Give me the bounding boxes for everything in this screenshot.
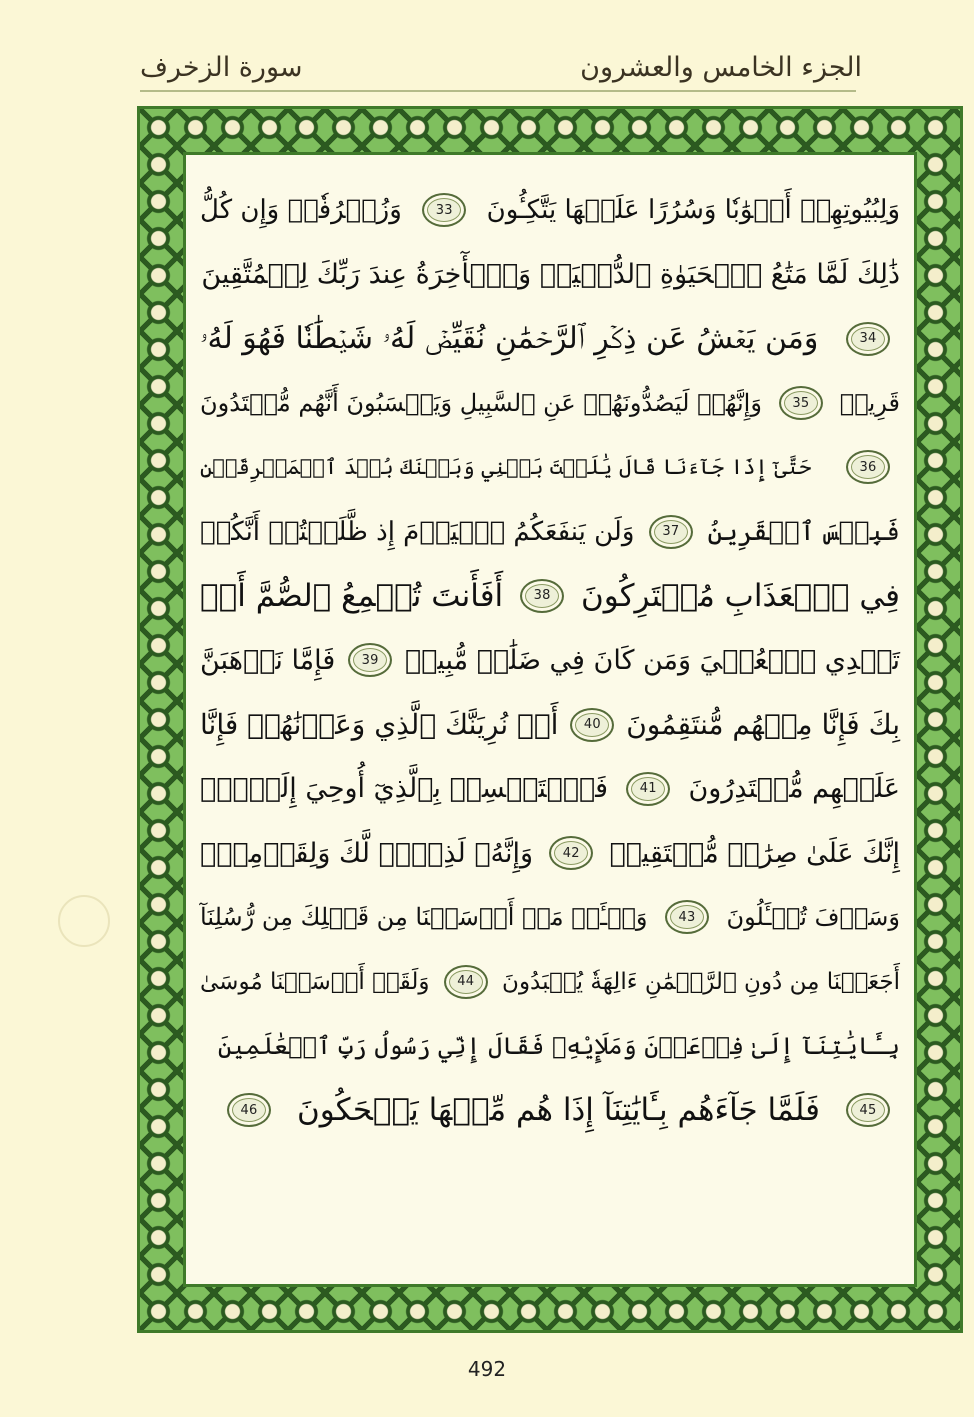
verse-text: أَفَأَنتَ تُسۡمِعُ ٱلصُّمَّ أَوۡ [200, 577, 504, 614]
verse-line [200, 885, 900, 949]
verse-text: بِكَ فَإِنَّا مِنۡهُم مُّنتَقِمُونَ [626, 708, 900, 742]
verse-text: بِـَٔايَٰتِنَآ إِلَىٰ فِرۡعَوۡنَ وَمَلَإِيْهِۦ فَقَالَ إِنِّي رَسُولُ رَبِّ ٱلۡعَٰلَمِينَ [217, 1032, 900, 1060]
ayah-number-marker: 42 [549, 836, 593, 870]
verse-line [200, 757, 900, 821]
verse-text: وَلَن يَنفَعَكُمُ ٱلۡيَوۡمَ إِذ ظَّلَمۡتُمۡ أَنَّكُمۡ [200, 516, 635, 547]
page-number: 492 [467, 1357, 507, 1381]
verse-text: فَلَمَّا جَآءَهُم بِـَٔايَٰتِنَآ إِذَا هُم مِّنۡهَا يَضۡحَكُونَ [297, 1092, 820, 1129]
verse-line [200, 1014, 900, 1078]
ayah-number-marker: 40 [570, 708, 614, 742]
ayah-number-marker: 39 [348, 643, 392, 677]
verse-text: إِنَّكَ عَلَىٰ صِرَٰطٖ مُّسۡتَقِيمٖ [609, 837, 900, 869]
verse-lines [200, 178, 900, 1142]
verse-line [200, 1078, 900, 1142]
verse-text: فَٱسۡتَمۡسِكۡ بِٱلَّذِيٓ أُوحِيَ إِلَيۡكَۖ [200, 773, 609, 805]
verse-line [200, 564, 900, 628]
verse-line [200, 821, 900, 885]
surah-header: سورة الزخرف [140, 52, 303, 83]
verse-text: وَمَن يَعۡشُ عَن ذِكۡرِ ٱلرَّحۡمَٰنِ نُقَيِّضۡ لَهُۥ شَيۡطَٰنٗا فَهُوَ لَهُۥ [200, 321, 819, 357]
ayah-number-marker: 43 [665, 900, 709, 934]
verse-text: فَإِمَّا نَذۡهَبَنَّ [200, 644, 336, 676]
verse-text: حَتَّىٰٓ إِذَا جَآءَنَا قَالَ يَٰلَيۡتَ بَيۡنِي وَبَيۡنَكَ بُعۡدَ ٱلۡمَشۡرِقَيۡنِ [200, 455, 812, 480]
verse-text: فَبِئۡسَ ٱلۡقَرِينُ [707, 516, 900, 547]
verse-line [200, 499, 900, 563]
ayah-number-marker: 46 [227, 1093, 271, 1127]
verse-text: وَسۡـَٔلۡ مَنۡ أَرۡسَلۡنَا مِن قَبۡلِكَ مِن رُّسُلِنَآ [200, 903, 648, 932]
verse-text: ذَٰلِكَ لَمَّا مَتَٰعُ ٱلۡحَيَوٰةِ ٱلدُّنۡيَاۚ وَٱلۡأٓخِرَةُ عِندَ رَبِّكَ لِلۡمُتَّقِينَ [201, 258, 900, 290]
verse-text: وَلِبُيُوتِهِمۡ أَبۡوَٰبٗا وَسُرُرًا عَلَيۡهَا يَتَّكِـُٔونَ [486, 195, 900, 226]
verse-text: تَهۡدِي ٱلۡعُمۡيَ وَمَن كَانَ فِي ضَلَٰلٖ مُّبِينٖ [404, 644, 900, 676]
ayah-number-marker: 41 [626, 772, 670, 806]
verse-text: عَلَيۡهِم مُّقۡتَدِرُونَ [688, 773, 900, 805]
verse-text: أَوۡ نُرِيَنَّكَ ٱلَّذِي وَعَدۡنَٰهُمۡ فَإِنَّا [200, 708, 559, 742]
margin-ornament-icon [58, 895, 110, 947]
verse-line [200, 950, 900, 1014]
ayah-number-marker: 35 [779, 386, 823, 420]
verse-text: قَرِينٞ [839, 389, 900, 418]
header-rule [140, 90, 856, 92]
verse-line [200, 628, 900, 692]
verse-text: وَإِنَّهُمۡ لَيَصُدُّونَهُمۡ عَنِ ٱلسَّبِيلِ وَيَحۡسَبُونَ أَنَّهُم مُّهۡتَدُونَ [200, 389, 762, 418]
verse-line [200, 692, 900, 756]
verse-text: أَجَعَلۡنَا مِن دُونِ ٱلرَّحۡمَٰنِ ءَالِهَةٗ يُعۡبَدُونَ [502, 968, 900, 995]
ayah-number-marker: 44 [444, 965, 488, 999]
ayah-number-marker: 34 [846, 322, 890, 356]
juz-header: الجزء الخامس والعشرون [580, 52, 862, 83]
verse-text: وَإِنَّهُۥ لَذِكۡرٞ لَّكَ وَلِقَوۡمِكَۖ [200, 837, 534, 869]
verse-text: وَلَقَدۡ أَرۡسَلۡنَا مُوسَىٰ [200, 968, 430, 995]
verse-text: وَزُخۡرُفٗاۚ وَإِن كُلُّ [200, 195, 402, 226]
ayah-number-marker: 36 [846, 450, 890, 484]
verse-line [200, 435, 900, 499]
ayah-number-marker: 37 [649, 515, 693, 549]
verse-text: فِي ٱلۡعَذَابِ مُشۡتَرِكُونَ [580, 577, 900, 614]
ayah-number-marker: 38 [520, 579, 564, 613]
verse-line [200, 178, 900, 242]
ayah-number-marker: 33 [422, 193, 466, 227]
ayah-number-marker: 45 [846, 1093, 890, 1127]
verse-line [200, 371, 900, 435]
verse-line [200, 307, 900, 371]
verse-line [200, 242, 900, 306]
verse-text: وَسَوۡفَ تُسۡـَٔلُونَ [726, 903, 900, 932]
